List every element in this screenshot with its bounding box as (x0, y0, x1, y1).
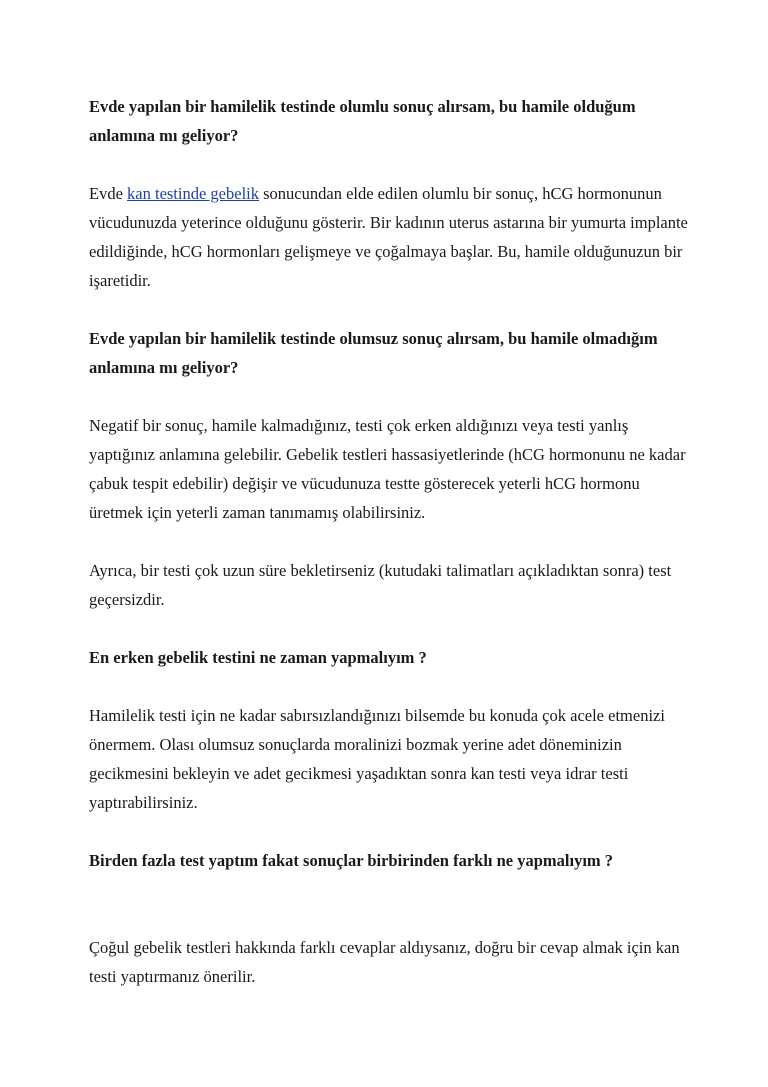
question-positive-result: Evde yapılan bir hamilelik testinde olumlu sonuç alırsam, bu hamile olduğum anlamına mı geliyor? (89, 97, 636, 145)
question-negative-result: Evde yapılan bir hamilelik testinde olumsuz sonuç alırsam, bu hamile olmadığım anlamına mı geliyor? (89, 329, 658, 377)
answer-earliest-test: Hamilelik testi için ne kadar sabırsızlandığınızı bilsemde bu konuda çok acele etmenizi önermem. Olası olumsuz sonuçlarda moralinizi bozmak yerine adet döneminizin gecikmesini bekleyin ve adet gecikmesi yaşadıktan sonra kan testi veya idrar testi yaptırabilirsiniz. (89, 706, 665, 812)
answer-negative-result-note: Ayrıca, bir testi çok uzun süre bekletirseniz (kutudaki talimatları açıkladıktan sonra) test geçersizdir. (89, 561, 672, 609)
answer-negative-result: Negatif bir sonuç, hamile kalmadığınız, testi çok erken aldığınızı veya testi yanlış yaptığınız anlamına gelebilir. Gebelik testleri hassasiyetlerinde (hCG hormonunu ne kadar çabuk tespit edebilir) değişir ve vücudunuza testte gösterecek yeterli hCG hormonu üretmek için yeterli zaman tanımamış olabilirsiniz. (89, 416, 686, 522)
question-earliest-test: En erken gebelik testini ne zaman yapmalıyım ? (89, 648, 427, 667)
question-multiple-tests: Birden fazla test yaptım fakat sonuçlar birbirinden farklı ne yapmalıyım ? (89, 851, 614, 870)
pregnancy-blood-test-link[interactable]: kan testinde gebelik (127, 184, 259, 203)
document-page (89, 92, 689, 991)
answer-text-suffix: sonucundan elde edilen olumlu bir sonuç, hCG hormonunun vücudunuzda yeterince olduğunu gösterir. Bir kadının uterus astarına bir yumurta implante edildiğinde, hCG hormonları gelişmeye ve çoğalmaya başlar. Bu, hamile olduğunuzun bir işaretidir. (89, 184, 688, 290)
answer-text-prefix: Evde (89, 184, 128, 203)
answer-multiple-tests: Çoğul gebelik testleri hakkında farklı cevaplar aldıysanız, doğru bir cevap almak için kan testi yaptırmanız önerilir. (89, 938, 680, 986)
answer-positive-result (89, 179, 689, 295)
